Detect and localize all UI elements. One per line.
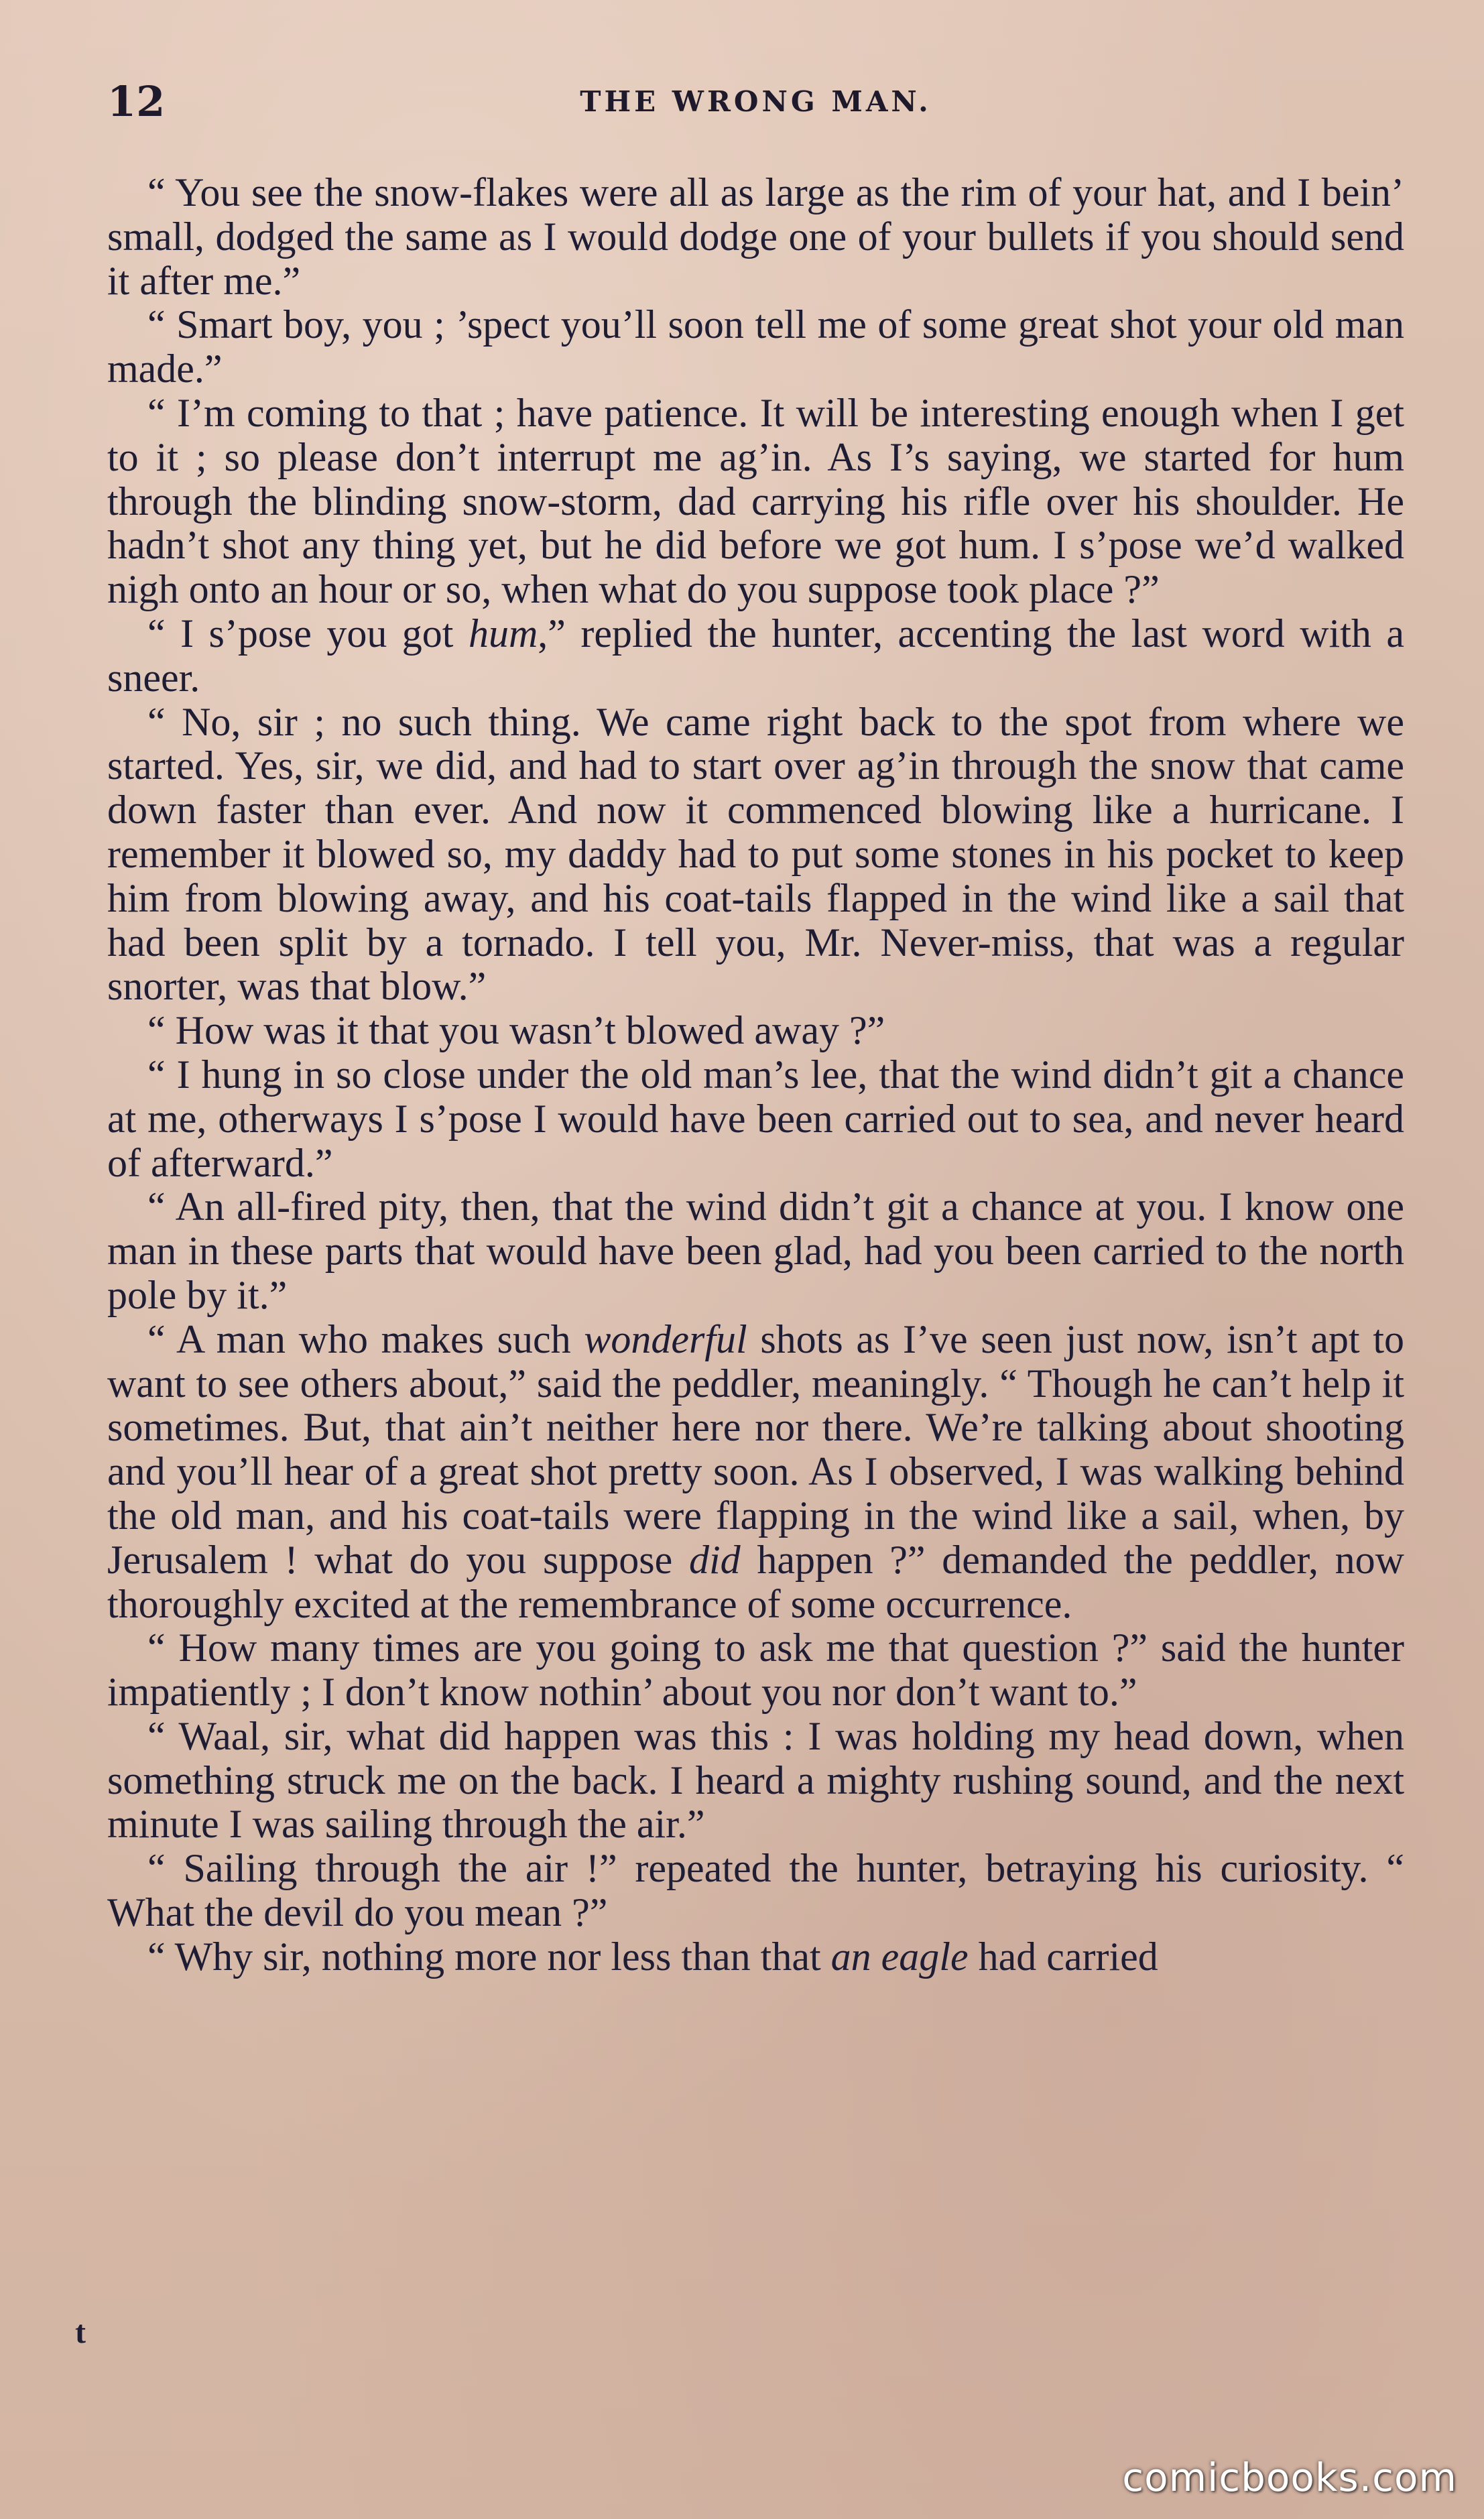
body-text <box>107 171 1404 1979</box>
paragraph <box>107 1053 1404 1185</box>
margin-mark: t <box>75 2315 86 2350</box>
paragraph <box>107 391 1404 612</box>
text-run: “ Why sir, nothing more nor less than that <box>147 1934 831 1979</box>
text-run: “ An all-fired pity, then, that the wind didn’t git a chance at you. I know one man in these parts that would have been glad, had you been carried to the north pole by it.” <box>107 1184 1404 1317</box>
paragraph <box>107 1009 1404 1053</box>
text-run: “ You see the snow-flakes were all as large as the rim of your hat, and I bein’ small, dodged the same as I would dodge one of your bullets if you should send it after me.” <box>107 170 1404 303</box>
paragraph <box>107 303 1404 391</box>
text-run: shots as I’ve seen just now, isn’t apt to want to see others about,” said the peddler, meaningly. “ Though he can’t help it sometimes. But, that ain’t neither here nor there. We’re talking about shooting and you’ll hear of a great shot pretty soon. As I observed, I was walking behind the old man, and his coat-tails were flapping in the wind like a sail, when, by Jerusalem ! what do you suppose <box>107 1316 1405 1582</box>
paragraph <box>107 1185 1404 1317</box>
text-run: “ Sailing through the air !” repeated the hunter, betraying his curiosity. “ What the devil do you mean ?” <box>107 1846 1404 1935</box>
paragraph <box>107 700 1404 1009</box>
paragraph <box>107 1715 1404 1847</box>
paragraph <box>107 171 1404 303</box>
text-run: “ How many times are you going to ask me that question ?” said the hunter impatiently ; I don’t know nothin’ about you nor don’t want to.” <box>107 1625 1404 1715</box>
italic-text: hum <box>468 611 538 656</box>
text-run: “ How was it that you wasn’t blowed away ?” <box>147 1008 885 1053</box>
text-run: “ I’m coming to that ; have patience. It will be interesting enough when I get to it ; so please don’t interrupt me ag’in. As I’s saying, we started for hum through the blinding snow-storm, dad carrying his rifle over his shoulder. He hadn’t shot any thing yet, but he did before we got hum. I s’pose we’d walked nigh onto an hour or so, when what do you suppose took place ?” <box>107 390 1404 612</box>
running-head: THE WRONG MAN. <box>580 85 932 118</box>
text-run: “ Smart boy, you ; ’spect you’ll soon tell me of some great shot your old man made.” <box>107 302 1404 391</box>
text-run: “ I hung in so close under the old man’s lee, that the wind didn’t git a chance at me, otherways I s’pose I would have been carried out to sea, and never heard of afterward.” <box>107 1052 1404 1185</box>
text-run: “ Waal, sir, what did happen was this : I was holding my head down, when something struck me on the back. I heard a mighty rushing sound, and the next minute I was sailing through the air.” <box>107 1713 1404 1847</box>
italic-text: did <box>688 1537 741 1582</box>
paragraph <box>107 612 1404 700</box>
text-run: ,” replied the hunter, accenting the last word with a sneer. <box>107 611 1404 700</box>
watermark: comicbooks.com <box>1122 2455 1457 2500</box>
italic-text: an eagle <box>830 1934 969 1979</box>
paragraph <box>107 1935 1404 1979</box>
text-run: happen ?” demanded the peddler, now thoroughly excited at the remembrance of some occurrence. <box>107 1537 1405 1626</box>
text-run: had carried <box>968 1934 1158 1979</box>
page-header <box>107 77 1404 131</box>
page-number: 12 <box>107 77 166 126</box>
text-run: “ I s’pose you got <box>147 611 469 656</box>
text-run: “ A man who makes such <box>147 1316 584 1361</box>
paragraph <box>107 1626 1404 1715</box>
paragraph <box>107 1847 1404 1935</box>
italic-text: wonderful <box>584 1316 747 1361</box>
text-run: “ No, sir ; no such thing. We came right back to the spot from where we started. Yes, sir, we did, and had to start over ag’in through the snow that came down faster than ever. And now it commenced blowing like a hurricane. I remember it blowed so, my daddy had to put some stones in his pocket to keep him from blowing away, and his coat-tails flapped in the wind like a sail that had been split by a tornado. I tell you, Mr. Never-miss, that was a regular snorter, was that blow.” <box>107 699 1404 1009</box>
paragraph <box>107 1318 1404 1627</box>
